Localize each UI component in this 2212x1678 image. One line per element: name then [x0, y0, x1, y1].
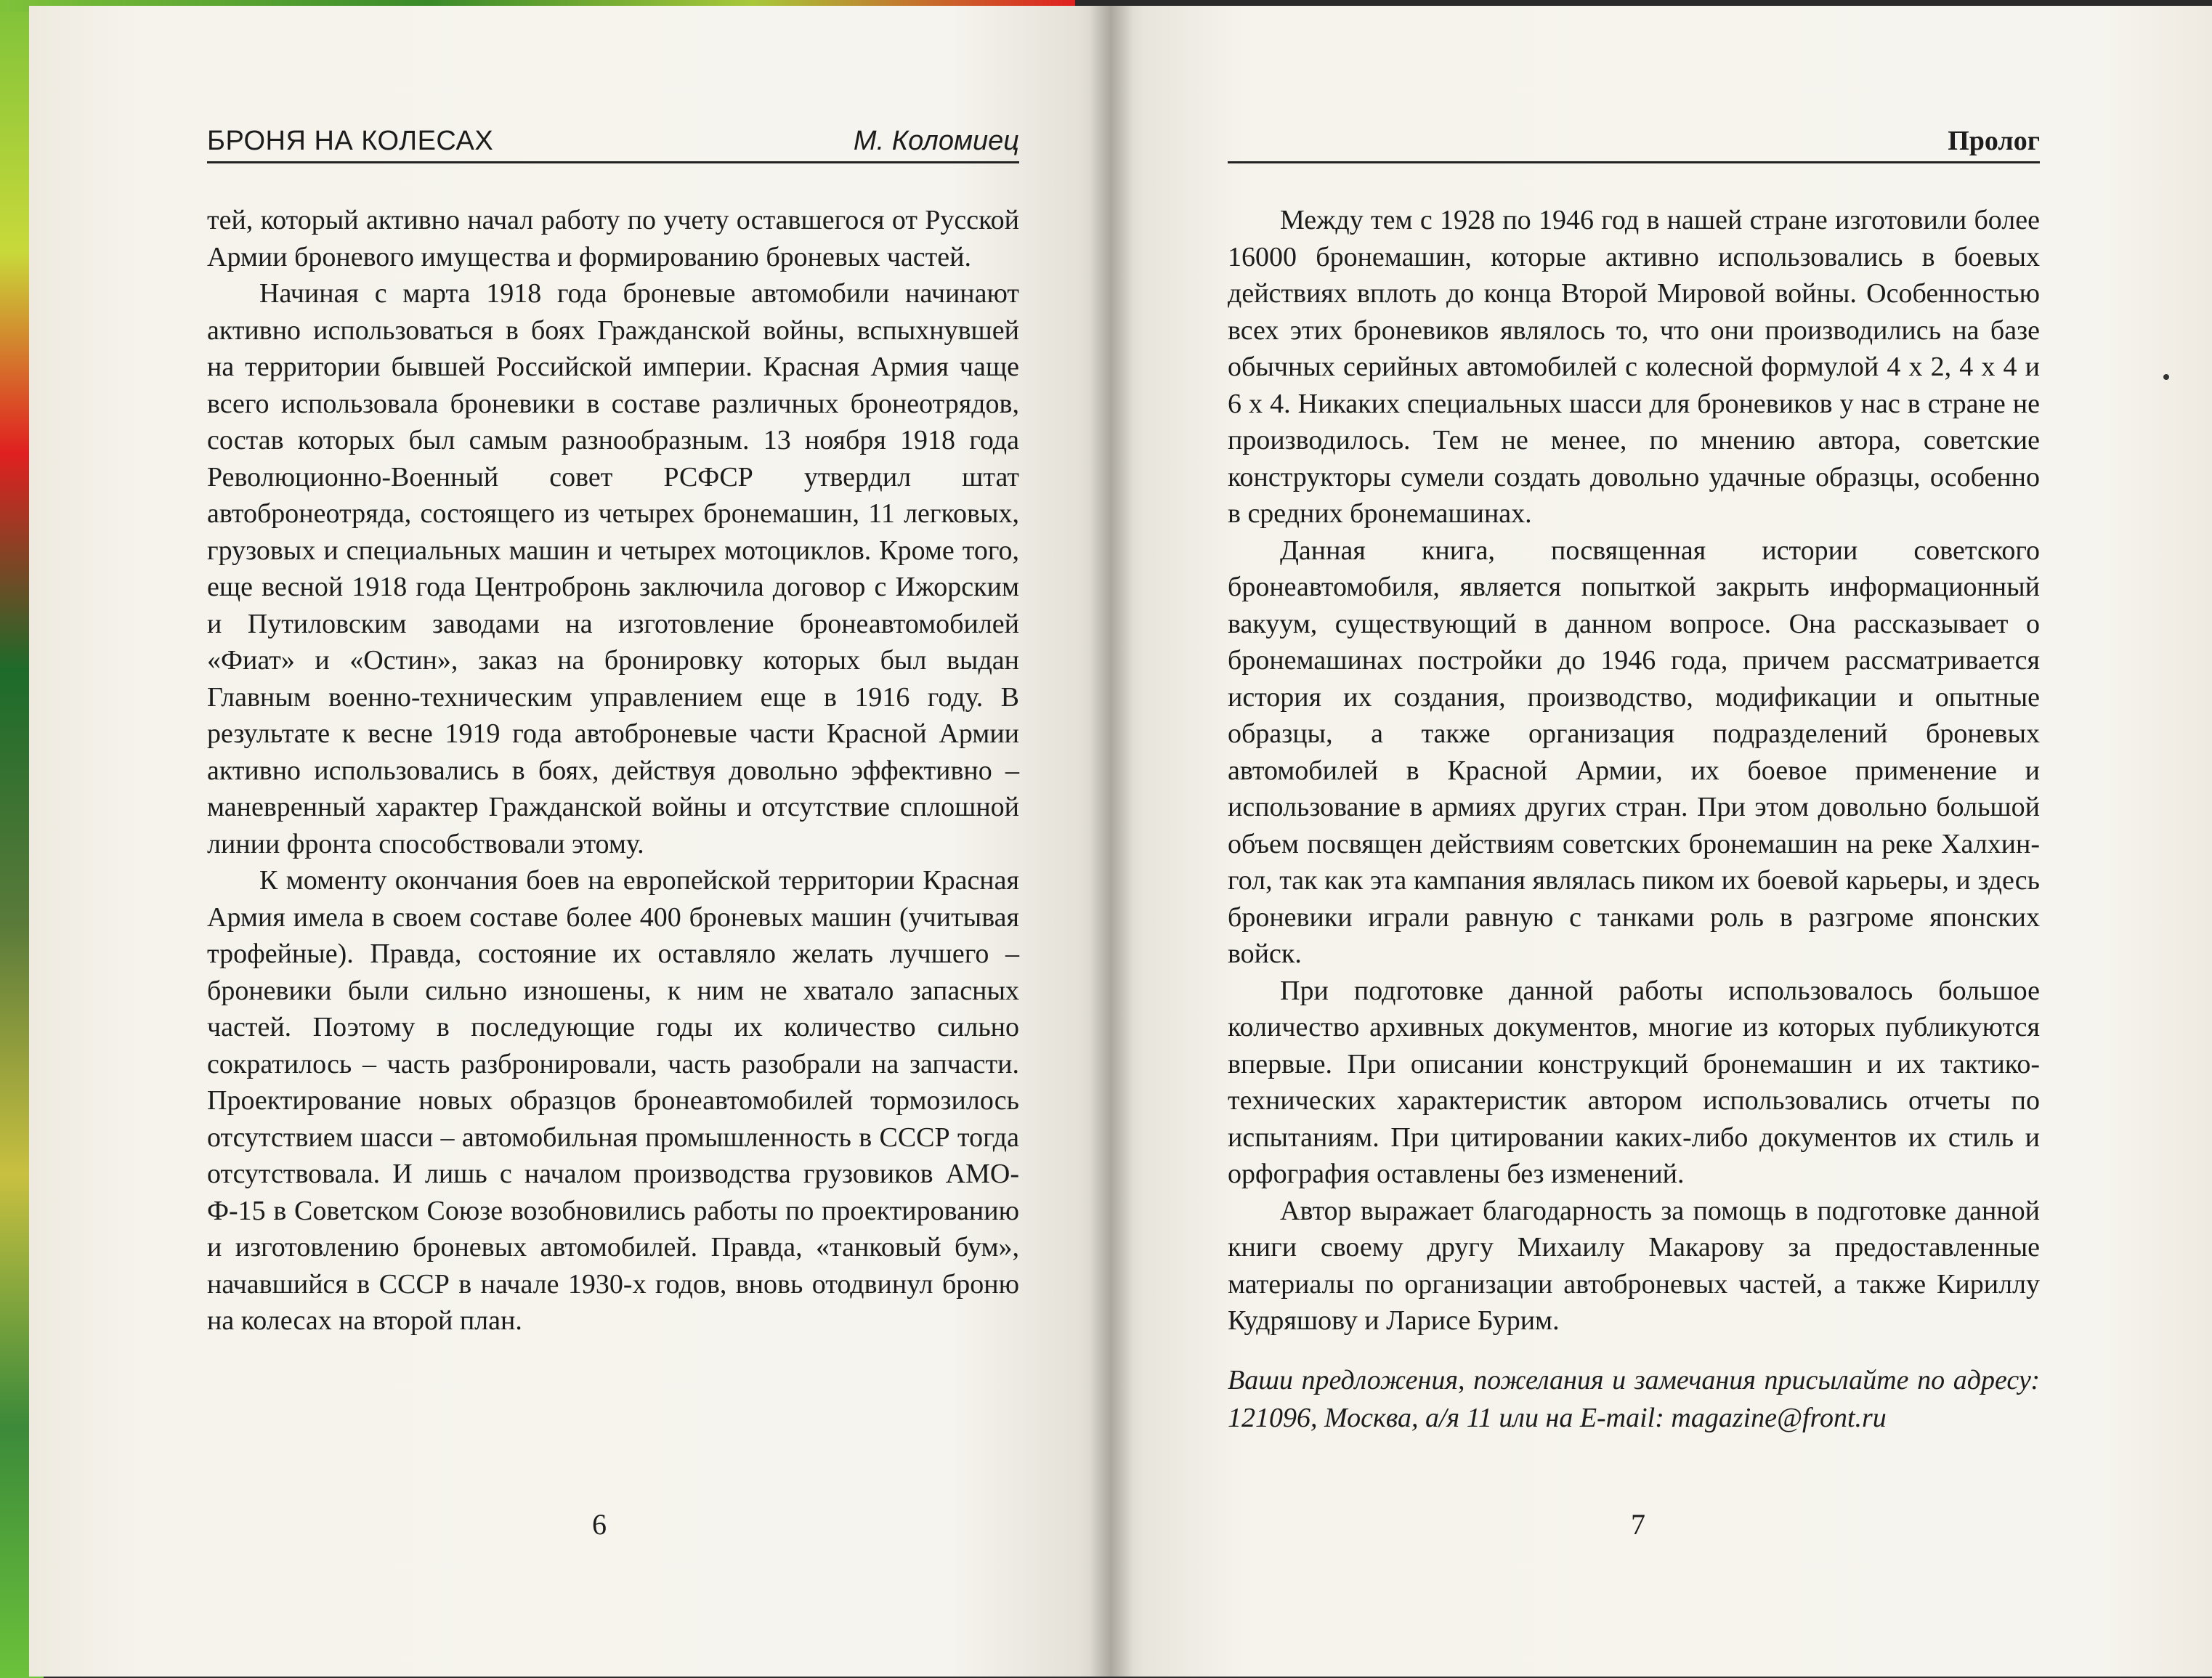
right-body-text [1228, 202, 2040, 1437]
paragraph: Данная книга, посвященная истории советского бронеавтомобиля, является попыткой закрыть информационный вакуум, существующий в данном вопросе. Она рассказывает о бронемашинах постройки до 1946 года, причем рассматривается история их создания, производство, модификации и опытные образцы, а также организация подразделений броневых автомобилей в Красной Армии, их боевое применение и использование в армиях других стран. При этом довольно большой объем посвящен действиям советских бронемашин на реке Халхин-гол, так как эта кампания являлась пиком их боевой карьеры, и здесь броневики играли равную с танками роль в разгроме японских войск. [1228, 535, 2040, 969]
running-chapter: Пролог [1948, 126, 2040, 156]
running-author: М. Коломиец [853, 126, 1019, 156]
page-number-right: 7 [1631, 1508, 1645, 1541]
paragraph: Между тем с 1928 по 1946 год в нашей стране изготовили более 16000 бронемашин, которые активно использовались в боевых действиях вплоть до конца Второй Мировой войны. Особенностью всех этих броневиков являлось то, что они производились на базе обычных серийных автомобилей с колесной формулой 4 х 2, 4 х 4 и 6 х 4. Никаких специальных шасси для броневиков у нас в стране не производилось. Тем не менее, по мнению автора, советские конструкторы сумели создать довольно удачные образцы, особенно в средних бронемашинах. [1228, 205, 2040, 529]
paragraph: тей, который активно начал работу по учету оставшегося от Русской Армии броневого имущества и формированию броневых частей. [207, 205, 1019, 272]
left-running-header [207, 120, 1019, 163]
paragraph: Автор выражает благодарность за помощь в подготовке данной книги своему другу Михаилу Макарову за предоставленные материалы по организации автоброневых частей, а также Кириллу Кудряшову и Ларисе Бурим. [1228, 1195, 2040, 1336]
paragraph: При подготовке данной работы использовалось большое количество архивных документов, многие из которых публикуются впервые. При описании конструкций бронемашин и их тактико-технических характеристик автором использовались отчеты по испытаниям. При цитировании каких-либо документов их стиль и орфография оставлены без изменений. [1228, 975, 2040, 1189]
paragraph: Начиная с марта 1918 года броневые автомобили начинают активно использоваться в боях Гражданской войны, вспыхнувшей на территории бывшей Российской империи. Красная Армия чаще всего использовала броневики в составе различных бронеотрядов, состав которых был самым разнообразным. 13 ноября 1918 года Революционно-Военный совет РСФСР утвердил штат автобронеотряда, состоящего из четырех бронемашин, 11 легковых, грузовых и специальных машин и четырех мотоциклов. Кроме того, еще весной 1918 года Центробронь заключила договор с Ижорским и Путиловским заводами на изготовление бронеавтомобилей «Фиат» и «Остин», заказ на бронировку которых был выдан Главным военно-техническим управлением еще в 1916 году. В результате к весне 1919 года автоброневые части Красной Армии активно использовались в боях, действуя довольно эффективно – маневренный характер Гражданской войны и отсутствие сплошной линии фронта способствовали этому. [207, 278, 1019, 859]
running-title: БРОНЯ НА КОЛЕСАХ [207, 126, 494, 156]
book-gutter [1090, 6, 1133, 1677]
left-body-text [207, 202, 1019, 1339]
right-running-header [1228, 120, 2040, 163]
scan-speck [2163, 374, 2169, 380]
page-number-left: 6 [592, 1508, 607, 1541]
paragraph: К моменту окончания боев на европейской территории Красная Армия имела в своем составе более 400 броневых машин (учитывая трофейные). Правда, состояние их оставляло желать лучшего – броневики были сильно изношены, к ним не хватало запасных частей. Поэтому в последующие годы их количество сильно сократилось – часть разбронировали, часть разобрали на запчасти. Проектирование новых образцов бронеавтомобилей тормозилось отсутствием шасси – автомобильная промышленность в СССР тогда отсутствовала. И лишь с началом производства грузовиков АМО-Ф-15 в Советском Союзе возобновились работы по проектированию и изготовлению броневых автомобилей. Правда, «танковый бум», начавшийся в СССР в начале 1930-х годов, вновь отодвинул броню на колесах на второй план. [207, 865, 1019, 1336]
contact-note: Ваши предложения, пожелания и замечания присылайте по адресу: 121096, Москва, а/я 11 или на E-mail: magazine@front.ru [1228, 1364, 2040, 1433]
